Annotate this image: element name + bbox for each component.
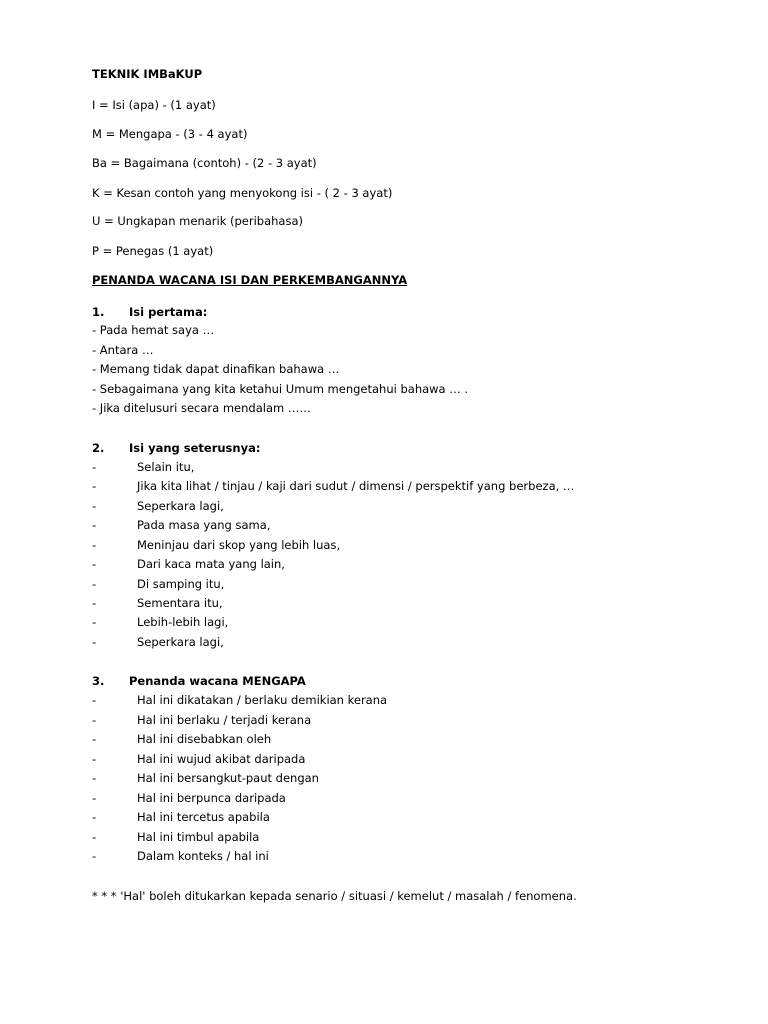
footer-note: * * * 'Hal' boleh ditukarkan kepada senario / situasi / kemelut / masalah / fenomena. bbox=[92, 889, 577, 903]
list-item-text: Selain itu, bbox=[137, 460, 195, 474]
list-item: - Pada hemat saya … bbox=[92, 323, 215, 337]
imbakup-line-k: K = Kesan contoh yang menyokong isi - ( 2 - 3 ayat) bbox=[92, 186, 393, 200]
list-item-text: Hal ini berlaku / terjadi kerana bbox=[137, 713, 312, 727]
section-1-number: 1. bbox=[92, 305, 105, 319]
bullet-dash: - bbox=[92, 479, 97, 493]
bullet-dash: - bbox=[92, 460, 97, 474]
list-item-text: Hal ini bersangkut-paut dengan bbox=[137, 771, 319, 785]
imbakup-line-u: U = Ungkapan menarik (peribahasa) bbox=[92, 214, 304, 228]
list-item-text: Seperkara lagi, bbox=[137, 499, 224, 513]
bullet-dash: - bbox=[92, 830, 97, 844]
section-3-number: 3. bbox=[92, 674, 105, 688]
list-item-text: Pada masa yang sama, bbox=[137, 518, 271, 532]
list-item: - Sebagaimana yang kita ketahui Umum mengetahui bahawa … . bbox=[92, 382, 469, 396]
list-item-text: Seperkara lagi, bbox=[137, 635, 224, 649]
bullet-dash: - bbox=[92, 518, 97, 532]
bullet-dash: - bbox=[92, 615, 97, 629]
bullet-dash: - bbox=[92, 596, 97, 610]
list-item-text: Hal ini dikatakan / berlaku demikian kerana bbox=[137, 693, 388, 707]
bullet-dash: - bbox=[92, 771, 97, 785]
list-item-text: Dari kaca mata yang lain, bbox=[137, 557, 285, 571]
list-item-text: Hal ini wujud akibat daripada bbox=[137, 752, 306, 766]
list-item-text: Lebih-lebih lagi, bbox=[137, 615, 229, 629]
bullet-dash: - bbox=[92, 635, 97, 649]
list-item-text: Hal ini timbul apabila bbox=[137, 830, 260, 844]
list-item-text: Sementara itu, bbox=[137, 596, 223, 610]
document-title: TEKNIK IMBaKUP bbox=[92, 67, 203, 81]
section-1-title: Isi pertama: bbox=[129, 305, 208, 319]
bullet-dash: - bbox=[92, 693, 97, 707]
list-item-text: Di samping itu, bbox=[137, 577, 225, 591]
bullet-dash: - bbox=[92, 810, 97, 824]
section-2-number: 2. bbox=[92, 441, 105, 455]
bullet-dash: - bbox=[92, 849, 97, 863]
imbakup-line-m: M = Mengapa - (3 - 4 ayat) bbox=[92, 127, 248, 141]
section-heading: PENANDA WACANA ISI DAN PERKEMBANGANNYA bbox=[92, 273, 408, 287]
section-3-title: Penanda wacana MENGAPA bbox=[129, 674, 306, 688]
list-item-text: Hal ini disebabkan oleh bbox=[137, 732, 272, 746]
imbakup-line-i: I = Isi (apa) - (1 ayat) bbox=[92, 98, 216, 112]
bullet-dash: - bbox=[92, 752, 97, 766]
bullet-dash: - bbox=[92, 577, 97, 591]
list-item: - Memang tidak dapat dinafikan bahawa … bbox=[92, 362, 340, 376]
list-item: - Antara … bbox=[92, 343, 154, 357]
imbakup-line-ba: Ba = Bagaimana (contoh) - (2 - 3 ayat) bbox=[92, 156, 317, 170]
list-item: - Jika ditelusuri secara mendalam …… bbox=[92, 401, 311, 415]
bullet-dash: - bbox=[92, 791, 97, 805]
bullet-dash: - bbox=[92, 713, 97, 727]
list-item-text: Meninjau dari skop yang lebih luas, bbox=[137, 538, 341, 552]
bullet-dash: - bbox=[92, 499, 97, 513]
list-item-text: Hal ini berpunca daripada bbox=[137, 791, 286, 805]
list-item-text: Jika kita lihat / tinjau / kaji dari sudut / dimensi / perspektif yang berbeza, … bbox=[137, 479, 575, 493]
imbakup-line-p: P = Penegas (1 ayat) bbox=[92, 244, 214, 258]
list-item-text: Hal ini tercetus apabila bbox=[137, 810, 270, 824]
bullet-dash: - bbox=[92, 557, 97, 571]
bullet-dash: - bbox=[92, 732, 97, 746]
list-item-text: Dalam konteks / hal ini bbox=[137, 849, 269, 863]
bullet-dash: - bbox=[92, 538, 97, 552]
section-2-title: Isi yang seterusnya: bbox=[129, 441, 261, 455]
